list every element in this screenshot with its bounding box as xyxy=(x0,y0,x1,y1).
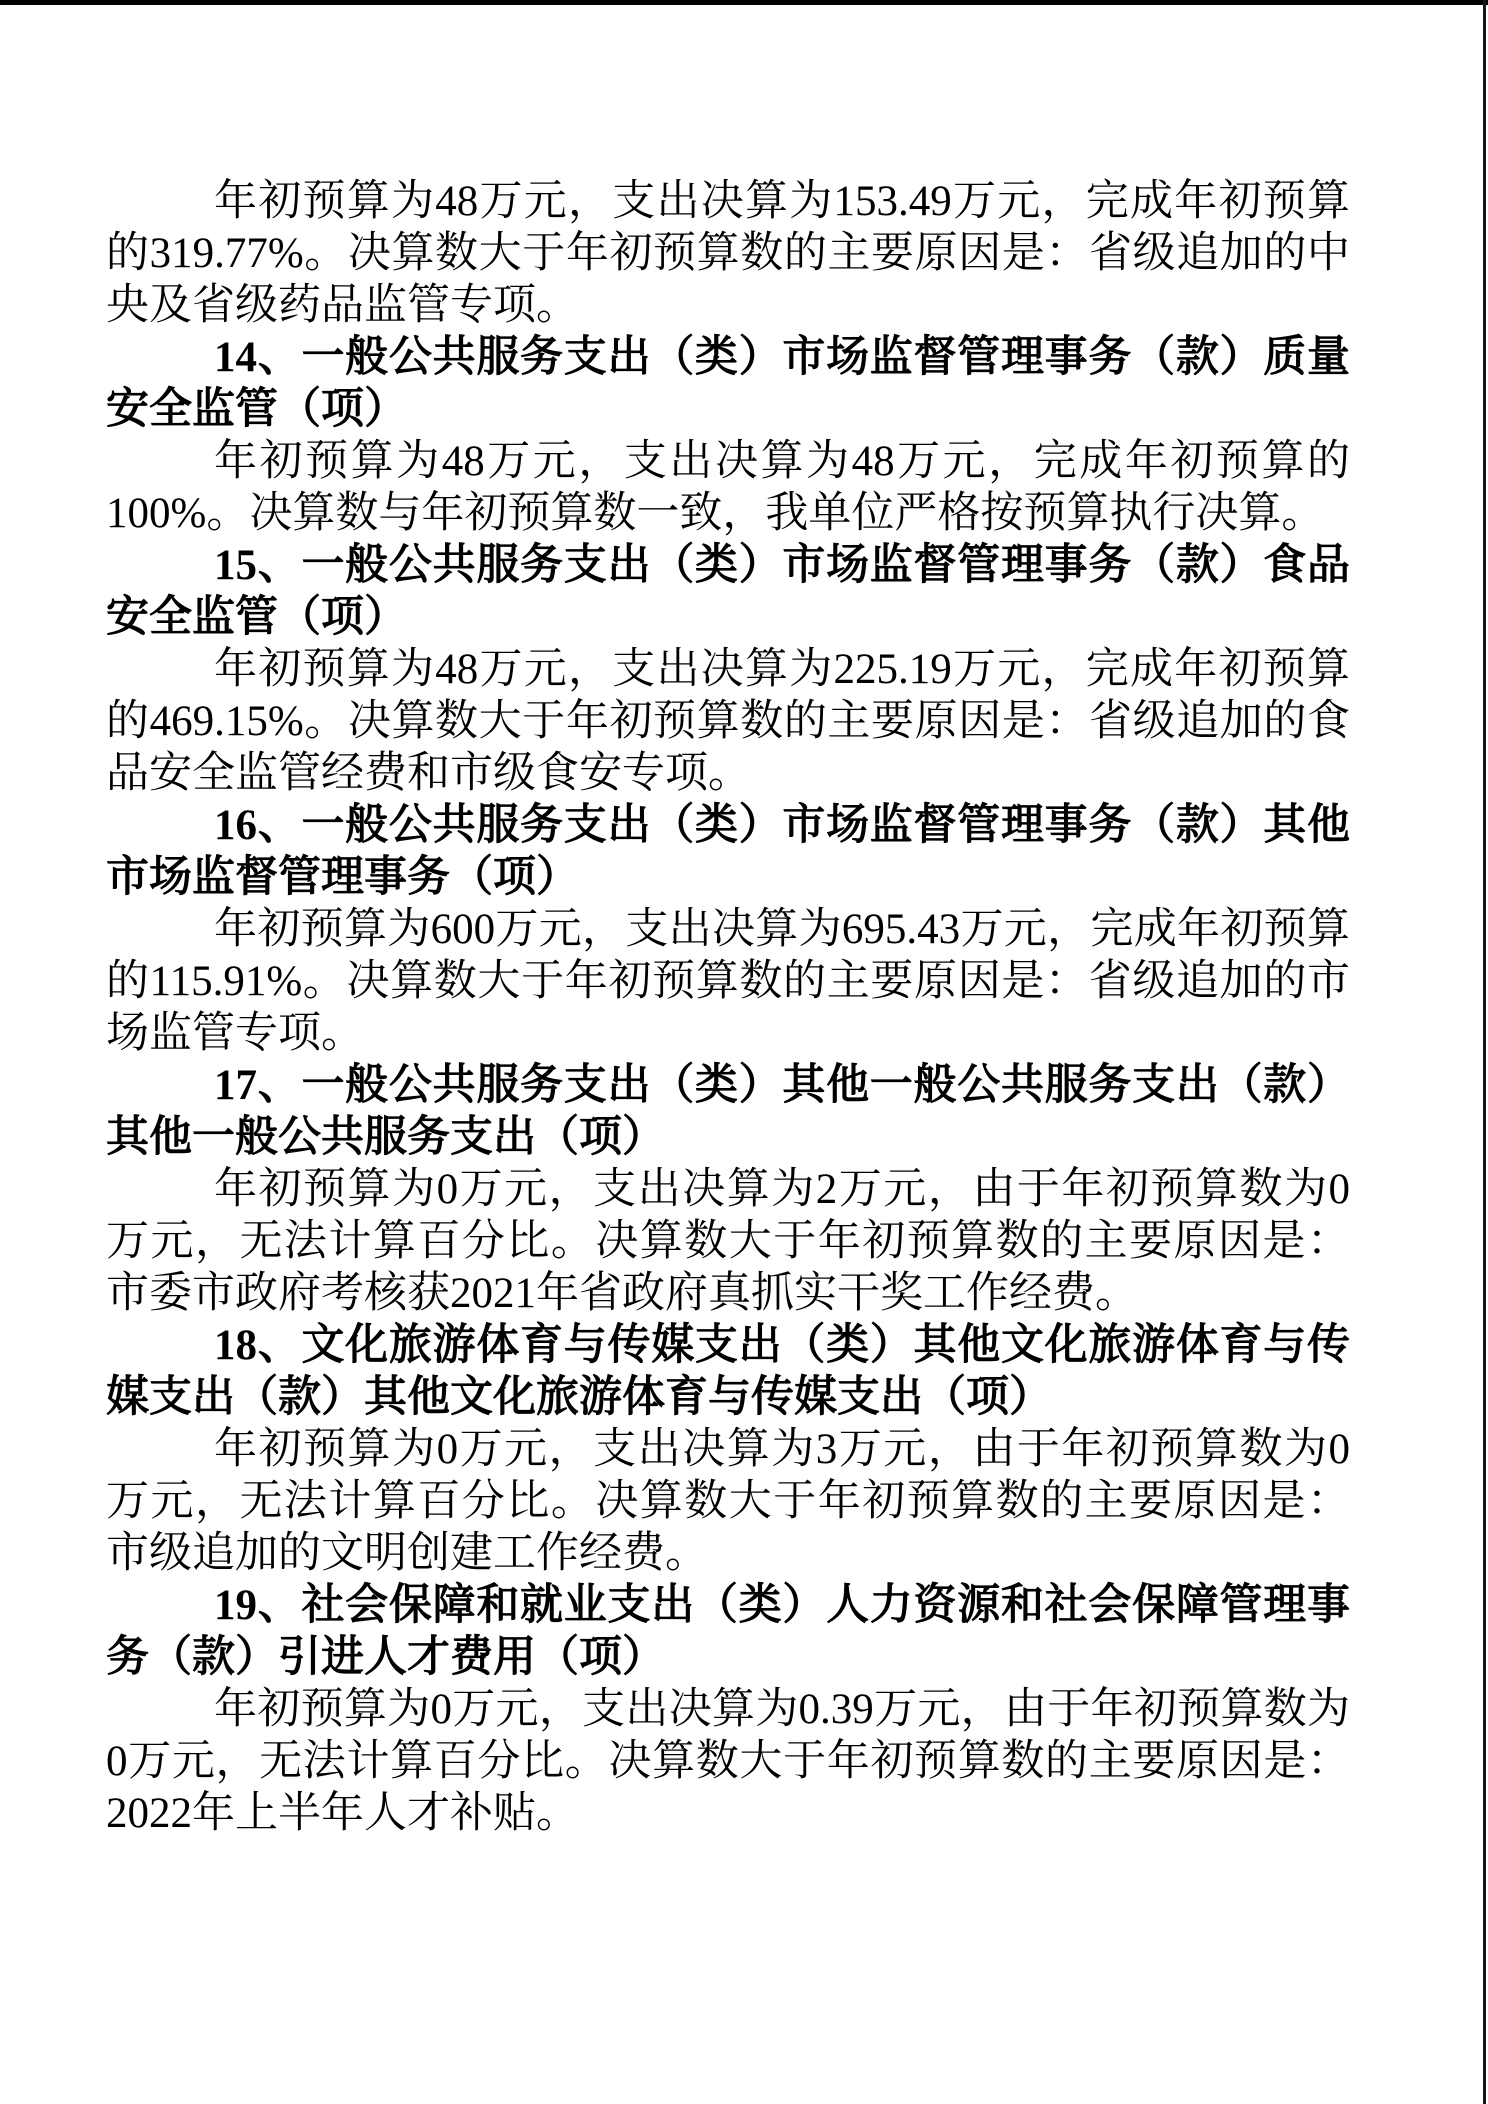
paragraph: 年初预算为0万元，支出决算为3万元，由于年初预算数为0万元，无法计算百分比。决算数大于年初预算数的主要原因是：市级追加的文明创建工作经费。 xyxy=(106,1426,1350,1577)
page-right-border xyxy=(1483,0,1486,2104)
section-heading: 16、一般公共服务支出（类）市场监督管理事务（款）其他市场监督管理事务（项） xyxy=(106,802,1350,901)
section-heading: 18、文化旅游体育与传媒支出（类）其他文化旅游体育与传媒支出（款）其他文化旅游体育与传媒支出（项） xyxy=(106,1322,1350,1421)
paragraph: 年初预算为48万元，支出决算为48万元，完成年初预算的100%。决算数与年初预算数一致，我单位严格按预算执行决算。 xyxy=(106,438,1350,537)
section-heading: 17、一般公共服务支出（类）其他一般公共服务支出（款）其他一般公共服务支出（项） xyxy=(106,1062,1350,1161)
paragraph: 年初预算为0万元，支出决算为2万元，由于年初预算数为0万元，无法计算百分比。决算数大于年初预算数的主要原因是：市委市政府考核获2021年省政府真抓实干奖工作经费。 xyxy=(106,1166,1350,1317)
document-content xyxy=(106,176,1350,1840)
section-heading: 19、社会保障和就业支出（类）人力资源和社会保障管理事务（款）引进人才费用（项） xyxy=(106,1582,1350,1681)
section-heading: 14、一般公共服务支出（类）市场监督管理事务（款）质量安全监管（项） xyxy=(106,334,1350,433)
page-top-border xyxy=(0,0,1488,5)
paragraph: 年初预算为600万元，支出决算为695.43万元，完成年初预算的115.91%。决算数大于年初预算数的主要原因是：省级追加的市场监管专项。 xyxy=(106,906,1350,1057)
paragraph: 年初预算为0万元，支出决算为0.39万元，由于年初预算数为0万元，无法计算百分比。决算数大于年初预算数的主要原因是：2022年上半年人才补贴。 xyxy=(106,1686,1350,1837)
paragraph: 年初预算为48万元，支出决算为153.49万元，完成年初预算的319.77%。决算数大于年初预算数的主要原因是：省级追加的中央及省级药品监管专项。 xyxy=(106,178,1350,329)
paragraph: 年初预算为48万元，支出决算为225.19万元，完成年初预算的469.15%。决算数大于年初预算数的主要原因是：省级追加的食品安全监管经费和市级食安专项。 xyxy=(106,646,1350,797)
section-heading: 15、一般公共服务支出（类）市场监督管理事务（款）食品安全监管（项） xyxy=(106,542,1350,641)
